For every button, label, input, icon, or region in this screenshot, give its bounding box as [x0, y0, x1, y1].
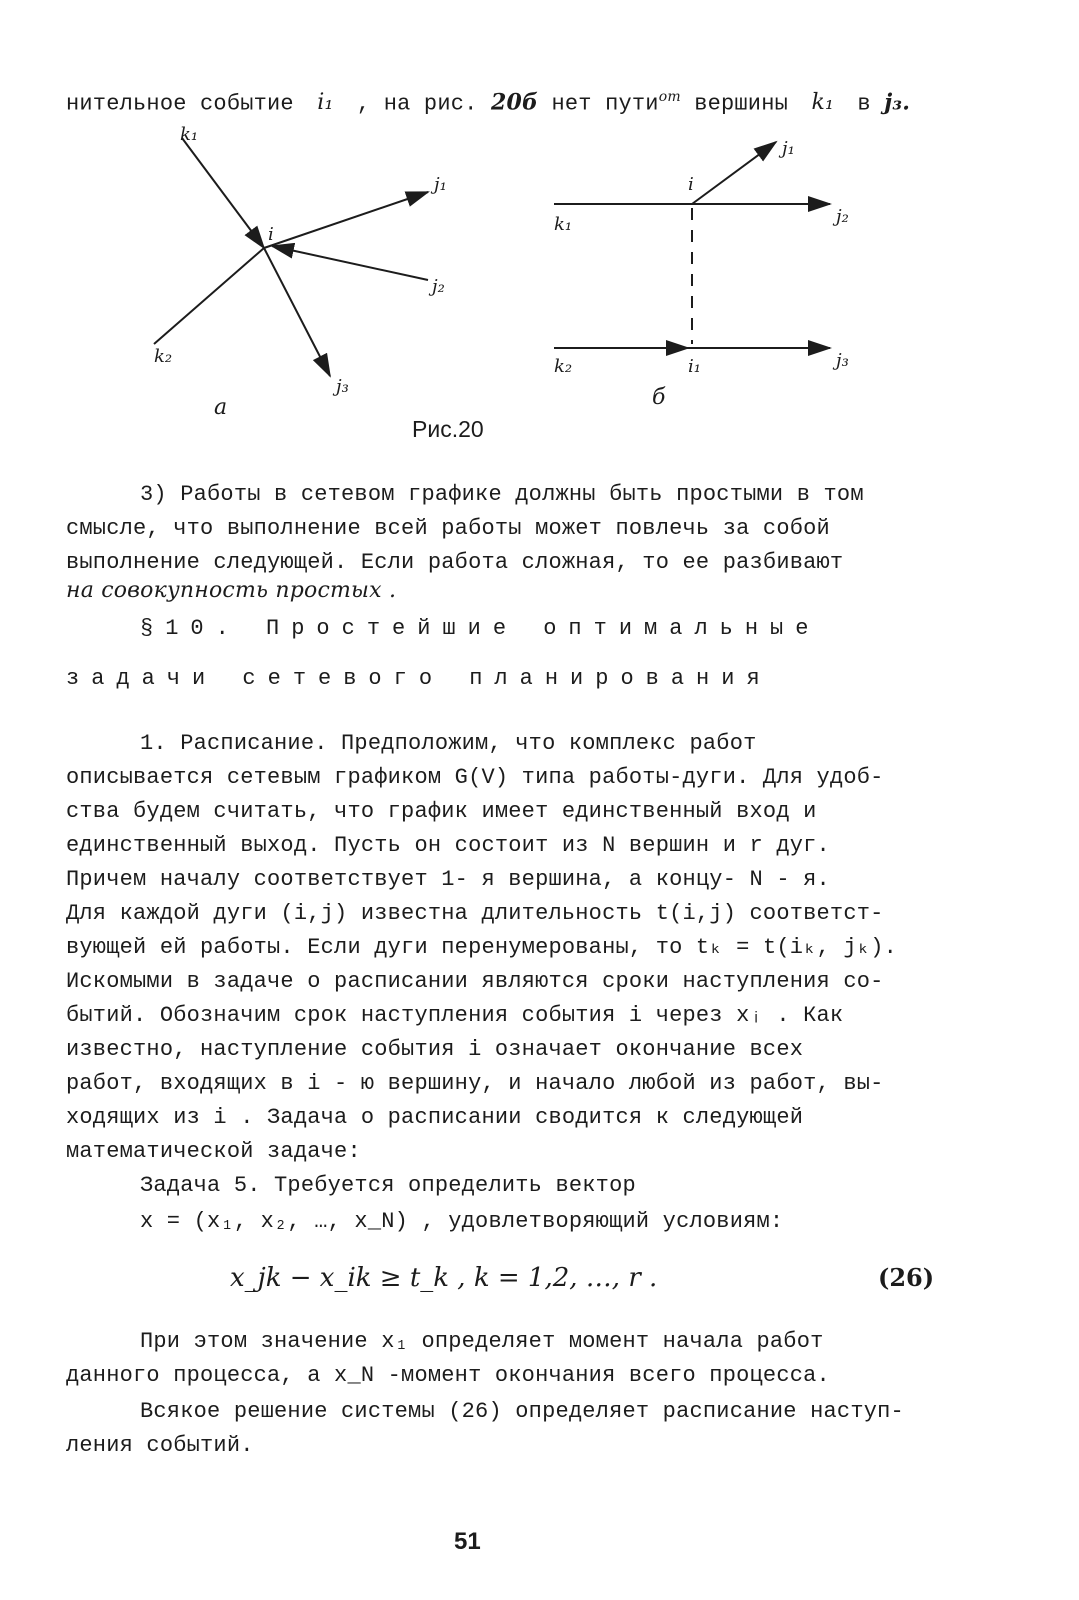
- var-i1: i₁: [317, 90, 334, 116]
- para-after-line-4: ления событий.: [66, 1433, 254, 1458]
- para3-line-1: 3) Работы в сетевом графике должны быть простыми в том: [140, 482, 864, 507]
- top-line-text-5: в: [857, 91, 871, 117]
- label-j1: j₁: [434, 174, 447, 195]
- diagram-b: [554, 142, 830, 348]
- label-b: б: [652, 385, 666, 410]
- para1-line-9: бытий. Обозначим срок наступления события i через xᵢ . Как: [66, 1003, 844, 1028]
- figure-caption: Рис.20: [412, 416, 484, 442]
- arc-k2-i: [154, 248, 264, 344]
- section-title-line-1: §10. Простейшие оптимальные: [140, 616, 821, 641]
- para-after-line-3: Всякое решение системы (26) определяет расписание наступ-: [140, 1399, 904, 1424]
- para1-line-3: ства будем считать, что график имеет единственный вход и: [66, 799, 817, 824]
- para1-line-11: работ, входящих в i - ю вершину, и начало любой из работ, вы-: [66, 1071, 884, 1096]
- top-line-text-4: вершины: [694, 91, 789, 117]
- label-j1-b: j₁: [782, 138, 795, 159]
- arc-i-j1: [692, 142, 776, 204]
- top-line-text-3: нет пути: [551, 91, 659, 117]
- label-j2: j₂: [432, 276, 445, 297]
- para1-line-10: известно, наступление события i означает окончание всех: [66, 1037, 804, 1062]
- para1-line-4: единственный выход. Пусть он состоит из N вершин и r дуг.: [66, 833, 830, 858]
- label-k1-b: k₁: [554, 214, 573, 235]
- label-j3-b: j₃: [836, 350, 849, 371]
- diagram-a: [154, 138, 428, 376]
- top-line-text: нительное событие: [66, 91, 294, 117]
- para1-line-1: 1. Расписание. Предположим, что комплекс работ: [140, 731, 757, 756]
- para-after-line-1: При этом значение x₁ определяет момент начала работ: [140, 1329, 824, 1354]
- para1-line-6: Для каждой дуги (i,j) известна длительность t(i,j) соответст-: [66, 901, 884, 926]
- task-line-1: Задача 5. Требуется определить вектор: [140, 1173, 636, 1198]
- figure-ref: 20б: [490, 89, 539, 116]
- arc-i-j3: [264, 248, 330, 376]
- label-j2-b: j₂: [836, 206, 849, 227]
- equation-number: (26): [878, 1263, 935, 1292]
- top-line-text-2: , на рис.: [356, 91, 478, 117]
- para1-line-2: описывается сетевым графиком G(V) типа работы-дуги. Для удоб-: [66, 765, 884, 790]
- para3-line-4: на совокупность простых .: [66, 578, 397, 603]
- para3-line-2: смысле, что выполнение всей работы может повлечь за собой: [66, 516, 830, 541]
- label-k1: k₁: [180, 124, 199, 145]
- para-after-line-2: данного процесса, а x_N -момент окончания всего процесса.: [66, 1363, 830, 1388]
- label-k2-b: k₂: [554, 356, 573, 377]
- para1-line-5: Причем началу соответствует 1- я вершина, а концу- N - я.: [66, 867, 830, 892]
- label-a: а: [214, 395, 228, 420]
- label-i: i: [268, 224, 274, 245]
- para1-line-7: вующей ей работы. Если дуги перенумерованы, то tₖ = t(iₖ, jₖ).: [66, 935, 898, 960]
- label-k2: k₂: [154, 346, 173, 367]
- label-i1-b: i₁: [688, 356, 701, 377]
- var-j3: j₃.: [884, 89, 911, 116]
- para1-line-8: Искомыми в задаче о расписании являются сроки наступления со-: [66, 969, 884, 994]
- section-title-line-2: задачи сетевого планирования: [66, 666, 772, 691]
- para3-line-3: выполнение следующей. Если работа сложная, то ее разбивают: [66, 550, 844, 575]
- arc-k1-i: [182, 138, 264, 248]
- label-i-b: i: [688, 174, 694, 195]
- page-number: 51: [454, 1528, 481, 1555]
- figure-20: [140, 62, 900, 442]
- arc-j2-i: [272, 246, 428, 280]
- var-k1: k₁: [811, 90, 834, 116]
- inserted-word: от: [658, 89, 681, 105]
- label-j3: j₃: [336, 376, 349, 397]
- para1-line-13: математической задаче:: [66, 1139, 361, 1164]
- para1-line-12: ходящих из i . Задача о расписании сводится к следующей: [66, 1105, 804, 1130]
- formula: x_jk − x_ik ≥ t_k , k = 1,2, …, r .: [230, 1263, 658, 1293]
- task-line-2: x = (x₁, x₂, …, x_N) , удовлетворяющий условиям:: [140, 1209, 784, 1234]
- arc-i-j1: [264, 192, 428, 248]
